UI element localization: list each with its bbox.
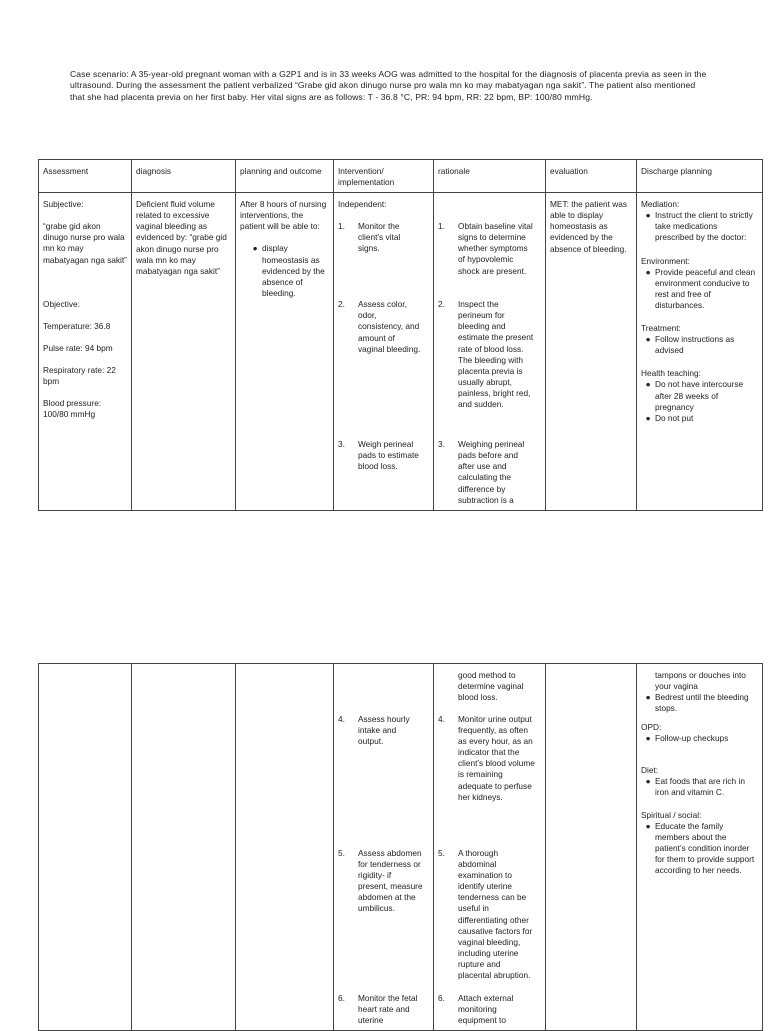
assessment-cell-empty (39, 664, 132, 1031)
header-rationale: rationale (434, 160, 546, 193)
evaluation-cell (546, 193, 637, 511)
list-item: ● Do not put (641, 413, 758, 424)
diagnosis-cell (132, 193, 236, 511)
rationale-cell-cont (434, 664, 546, 1031)
bullet-icon: ● (645, 775, 651, 786)
rationale-item-1: Obtain baseline vital signs to determine whether symptoms of hypovolemic shock are present. (458, 221, 533, 276)
table-row (39, 664, 763, 1031)
opd-label: OPD: (641, 722, 662, 733)
list-item: 4. Monitor urine output frequently, as often as every hour, as an indicator that the client’s blood volume is remaining adequate to perfuse her kidneys. (438, 714, 541, 848)
evaluation-cell-empty (546, 664, 637, 1031)
subjective-label: Subjective: (43, 199, 84, 210)
bullet-icon: ● (645, 412, 651, 423)
intervention-label: Independent: (338, 199, 387, 210)
intervention-item-1: Monitor the client’s vital signs. (358, 221, 401, 254)
list-item (248, 243, 329, 298)
header-evaluation: evaluation (546, 160, 637, 193)
planning-cell-empty (236, 664, 334, 1031)
list-item: 5. A thorough abdominal examination to identify uterine tenderness can be useful in differentiating other causative factors for vaginal bleeding, including uterine rupture and placental abruption. (438, 848, 541, 993)
intervention-item-2: Assess color, odor, consistency, and amount of vaginal bleeding. (358, 299, 421, 354)
diagnosis-cell-empty (132, 664, 236, 1031)
health-teaching-label: Health teaching: (641, 368, 701, 379)
discharge-cell-cont (637, 664, 763, 1031)
respiratory-value: Respiratory rate: 22 bpm (43, 364, 116, 387)
list-item: 4. Assess hourly intake and output. (338, 714, 429, 848)
list-item: ● Bedrest until the bleeding stops. (641, 692, 758, 714)
list-item: 2. Inspect the perineum for bleeding and estimate the present rate of blood loss. The bleeding with placenta previa is usually abrupt, painless, bright red, and sudden. (438, 299, 541, 439)
bullet-icon: ● (645, 733, 651, 744)
diagnosis-text: Deficient fluid volume related to excessive vaginal bleeding as evidenced by: “grabe gid akon dinugo nurse pro wala mn ko may mabatyagan nga sakit” (136, 199, 227, 276)
rationale-item-5: A thorough abdominal examination to identify uterine tenderness can be useful in differentiating other causative factors for vaginal bleeding, including uterine rupture and placental abruption. (458, 848, 533, 981)
intervention-cell (334, 193, 434, 511)
list-item: tampons or douches into your vagina (655, 670, 746, 692)
rationale-item-4: Monitor urine output frequently, as often as every hour, as an indicator that the client’s blood volume is remaining adequate to perfuse her kidneys. (458, 714, 535, 802)
planning-bullet: display homeostasis as evidenced by the absence of bleeding. (262, 243, 325, 298)
list-item: 6. Monitor the fetal heart rate and uterine (338, 993, 429, 1026)
list-item: ● Educate the family members about the patient’s condition inorder for them to provide support according to her needs. (641, 821, 758, 876)
intervention-item-5: Assess abdomen for tenderness or rigidity- if present, measure abdomen at the umbilicus. (358, 848, 423, 914)
intervention-cell-cont (334, 664, 434, 1031)
intervention-item-4: Assess hourly intake and output. (358, 714, 410, 747)
list-item (438, 670, 541, 714)
treatment-label: Treatment: (641, 323, 681, 334)
nursing-care-plan-table-continued (38, 663, 763, 1031)
rationale-item-6: Attach external monitoring equipment to (458, 993, 514, 1026)
intervention-item-6: Monitor the fetal heart rate and uterine (358, 993, 418, 1026)
table-header-row (39, 160, 763, 193)
header-diagnosis: diagnosis (132, 160, 236, 193)
bullet-icon: ● (645, 379, 651, 390)
header-assessment: Assessment (39, 160, 132, 193)
bullet-icon: ● (645, 820, 651, 831)
blood-pressure-value: Blood pressure: 100/80 mmHg (43, 398, 102, 420)
diet-label: Diet: (641, 764, 659, 775)
list-item: ● Instruct the client to strictly take medications prescribed by the doctor: (641, 210, 758, 243)
header-discharge: Discharge planning (637, 160, 763, 193)
list-item: 3. Weighing perineal pads before and after use and calculating the difference by subtraction is a (438, 439, 541, 506)
list-item: 1. Monitor the client’s vital signs. (338, 221, 429, 299)
spiritual-label: Spiritual / social: (641, 809, 702, 820)
objective-label: Objective: (43, 298, 80, 309)
pulse-value: Pulse rate: 94 bpm (43, 342, 113, 353)
list-item: 3. Weigh perineal pads to estimate blood loss. (338, 439, 429, 472)
bullet-icon: ● (645, 266, 651, 277)
list-item: ● Do not have intercourse after 28 weeks of pregnancy (641, 379, 758, 412)
list-item: 2. Assess color, odor, consistency, and amount of vaginal bleeding. (338, 299, 429, 439)
rationale-cell (434, 193, 546, 511)
bullet-icon: ● (645, 210, 651, 221)
bullet-icon: ● (252, 243, 258, 254)
planning-intro: After 8 hours of nursing interventions, the patient will be able to: (240, 199, 327, 232)
list-item: ● Follow-up checkups (641, 733, 758, 744)
discharge-cell (637, 193, 763, 511)
intervention-item-3: Weigh perineal pads to estimate blood loss. (358, 439, 419, 472)
temperature-value: Temperature: 36.8 (43, 320, 111, 331)
subjective-text: “grabe gid akon dinugo nurse pro wala mn ko may mabatyagan nga sakit” (43, 221, 127, 265)
table-row (39, 193, 763, 511)
list-item: ● Follow instructions as advised (641, 334, 758, 356)
case-scenario: Case scenario: A 35-year-old pregnant woman with a G2P1 and is in 33 weeks AOG was admitted to the hospital for the diagnosis of placenta previa as seen in the ultrasound. During the assessment the patient verbalized “Grabe gid akon dinugo nurse pro wala mn ko may mabatyagan nga sakit”. The patient also mentioned that she had placenta previa on her first baby. Her vital signs are as follows: T - 36.8 °C, PR: 94 bpm, RR: 22 bpm, BP: 100/80 mmHg. (70, 69, 707, 102)
nursing-care-plan-table (38, 159, 763, 511)
assessment-cell (39, 193, 132, 511)
rationale-item-2: Inspect the perineum for bleeding and estimate the present rate of blood loss. The bleeding with placenta previa is usually abrupt, painless, bright red, and sudden. (458, 299, 534, 410)
rationale-item-3: Weighing perineal pads before and after use and calculating the difference by subtraction is a (458, 439, 525, 505)
list-item: 1. Obtain baseline vital signs to determine whether symptoms of hypovolemic shock are present. (438, 221, 541, 299)
list-item: ● Provide peaceful and clean environment conducive to rest and free of disturbances. (641, 267, 758, 311)
mediation-label: Mediation: (641, 199, 680, 210)
list-item: 6. Attach external monitoring equipment to (438, 993, 541, 1026)
list-item: ● Eat foods that are rich in iron and vitamin C. (641, 776, 758, 798)
planning-cell (236, 193, 334, 511)
bullet-icon: ● (645, 334, 651, 345)
bullet-icon: ● (645, 692, 651, 703)
header-planning: planning and outcome (236, 160, 334, 193)
rationale-item-3-cont: good method to determine vaginal blood loss. (458, 670, 524, 703)
evaluation-text: MET: the patient was able to display homeostasis as evidenced by the absence of bleeding. (550, 199, 628, 254)
list-item: 5. Assess abdomen for tenderness or rigidity- if present, measure abdomen at the umbilicus. (338, 848, 429, 993)
environment-label: Environment: (641, 255, 690, 266)
header-intervention: Intervention/ implementation (334, 160, 434, 193)
